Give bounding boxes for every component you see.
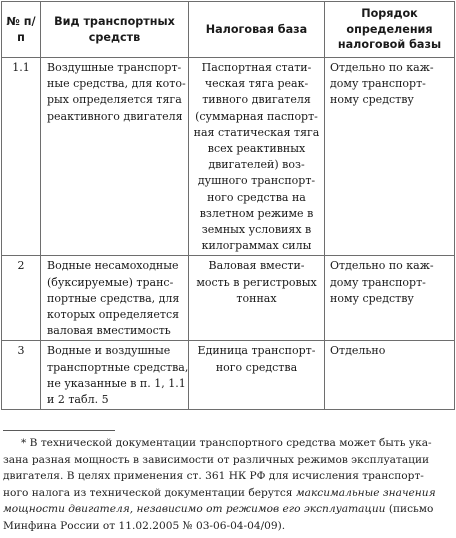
order-cell: [325, 256, 455, 341]
tax-base-cell: [189, 58, 325, 256]
vehicle-type-line: и 2 табл. 5: [47, 393, 109, 407]
header-num: № п/п: [2, 2, 41, 58]
tax-base-line: (суммарная паспорт-: [195, 109, 318, 123]
footnote-line-1: * В технической документации транспортного средства может быть ука-: [21, 437, 432, 449]
footnote-line-2: зана разная мощность в зависимости от различных режимов эксплуатации: [3, 453, 430, 466]
footnote-line-4: [3, 485, 452, 502]
tax-base-line: тивного двигателя: [202, 93, 311, 107]
header-order: Порядок определения налоговой базы: [325, 2, 455, 58]
tax-base-line: Паспортная стати-: [201, 61, 312, 74]
vehicle-type-line: рых определяется тяга: [47, 93, 182, 107]
tax-base-line: тоннах: [236, 291, 277, 305]
tax-base-line: Единица транспорт-: [197, 344, 316, 358]
footnote-line-5-emphasis: мощности двигателя, независимо от режимов его эксплуатации: [3, 503, 386, 516]
table-body: [2, 58, 455, 410]
footnote: [3, 435, 452, 535]
vehicle-type-line: транспортные средства,: [47, 360, 189, 374]
vehicle-type-line: Водные и воздушные: [47, 344, 171, 358]
vehicle-type-cell: [41, 341, 189, 410]
tax-base-line: килограммах силы: [201, 239, 312, 253]
vehicle-type-line: которых определяется: [47, 308, 180, 322]
order-line: дому транспорт-: [330, 275, 426, 289]
footnote-line-4-text: ного налога из технической документации берутся: [3, 486, 296, 499]
order-cell: [325, 341, 455, 410]
vehicle-type-line: валовая вместимость: [47, 324, 171, 338]
tax-base-line: земных условиях в: [201, 223, 312, 237]
tax-base-table: [1, 1, 455, 410]
footnote-line-6: Минфина России от 11.02.2005 № 03-06-04-04/09).: [3, 519, 286, 532]
tax-base-line: мость в регистровых: [196, 275, 317, 289]
table-row: [2, 256, 455, 341]
tax-base-line: ческая тяга реак-: [204, 77, 309, 91]
footnote-line-3: двигателя. В целях применения ст. 361 НК РФ для исчисления транспорт-: [3, 470, 424, 483]
vehicle-type-line: реактивного двигателя: [47, 109, 183, 123]
row-number: 2: [2, 256, 41, 341]
tax-base-line: Валовая вмести-: [208, 259, 305, 273]
tax-base-line: взлетном режиме в: [199, 206, 314, 220]
footnote-line-5: [3, 501, 452, 518]
order-line: дому транспорт-: [330, 77, 426, 91]
table-row: [2, 341, 455, 410]
vehicle-type-line: ные средства, для кото-: [47, 77, 186, 91]
vehicle-type-line: (буксируемые) транс-: [47, 275, 174, 289]
footnote-divider: [3, 430, 115, 431]
order-line: Отдельно по каж-: [330, 61, 434, 74]
tax-base-line: двигателей) воз-: [208, 158, 305, 172]
tax-base-cell: [189, 256, 325, 341]
tax-base-line: всех реактивных: [207, 142, 306, 156]
footnote-line-4-emphasis: максимальные значения: [295, 486, 436, 499]
table-header-row: [2, 2, 455, 58]
tax-base-line: ная статическая тяга: [193, 125, 320, 139]
vehicle-type-line: Воздушные транспорт-: [47, 61, 182, 74]
vehicle-type-line: не указанные в п. 1, 1.1: [47, 376, 186, 390]
row-number: 1.1: [2, 58, 41, 256]
tax-base-line: ного средства: [215, 360, 298, 374]
row-number: 3: [2, 341, 41, 410]
vehicle-type-line: Водные несамоходные: [47, 259, 179, 273]
footnote-line-5-text: (письмо: [385, 503, 434, 516]
order-line: Отдельно: [330, 344, 386, 358]
tax-base-line: ного средства на: [207, 190, 306, 204]
header-vehicle-type: Вид транспортных средств: [41, 2, 189, 58]
vehicle-type-cell: [41, 58, 189, 256]
order-cell: [325, 58, 455, 256]
table-row: [2, 58, 455, 256]
order-line: ному средству: [330, 93, 414, 107]
header-tax-base: Налоговая база: [189, 2, 325, 58]
tax-base-cell: [189, 341, 325, 410]
vehicle-type-line: портные средства, для: [47, 291, 180, 305]
order-line: ному средству: [330, 291, 414, 305]
order-line: Отдельно по каж-: [330, 259, 434, 273]
tax-base-line: душного транспорт-: [197, 174, 316, 188]
vehicle-type-cell: [41, 256, 189, 341]
